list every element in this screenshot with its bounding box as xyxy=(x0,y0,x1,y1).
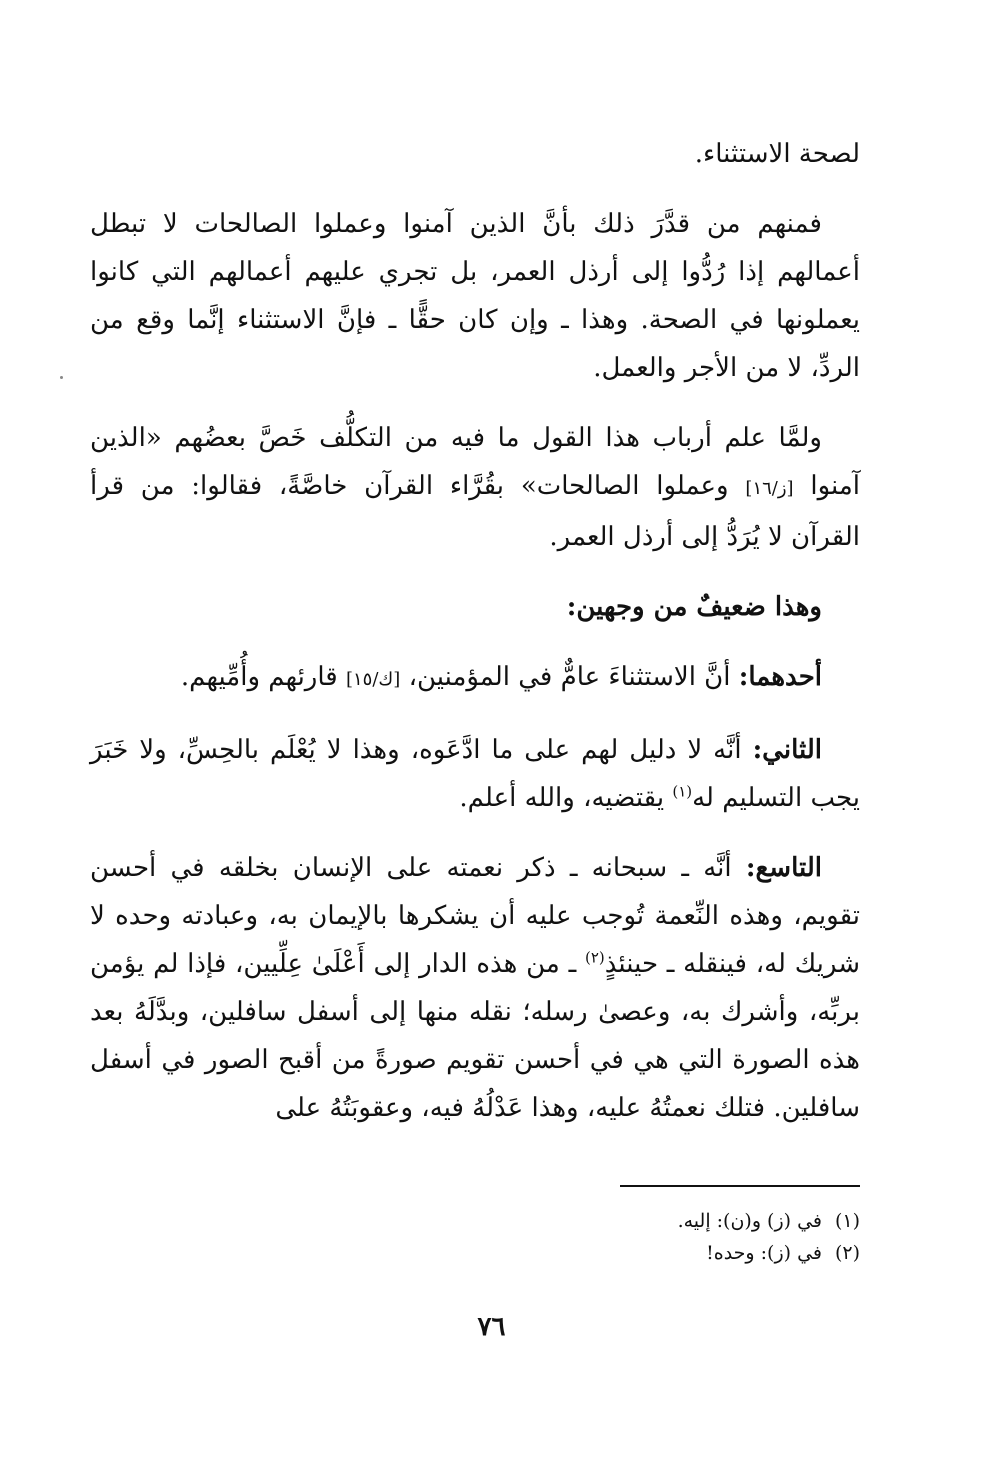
footnote-number: (٢) xyxy=(834,1242,860,1264)
paragraph-qurra-view xyxy=(90,414,860,561)
paragraph-text: ولمَّا علم أرباب هذا القول ما فيه من التكلُّف خَصَّ بعضُهم «الذين آمنوا xyxy=(90,423,861,501)
margin-speck xyxy=(60,376,63,379)
paragraph-text: أنَّه ـ سبحانه ـ ذكر نعمته على الإنسان بخلقه في أحسن تقويم، وهذه النِّعمة تُوجب عليه أن يشكرها بالإيمان به، وعبادته وحده لا شريك له، فينقله ـ حينئذٍ xyxy=(90,853,860,979)
footnote xyxy=(360,1205,860,1237)
footnote xyxy=(360,1237,860,1269)
footnote-number: (١) xyxy=(834,1210,860,1232)
paragraph-first-reason xyxy=(90,653,860,704)
footnote-text: في (ز) و(ن): إليه. xyxy=(677,1210,822,1232)
paragraph-text: وعملوا الصالحات» بقُرَّاء القرآن خاصَّةً، فقالوا: من قرأ القرآن لا يُرَدُّ إلى أرذل العمر. xyxy=(90,471,860,552)
footnote-text: في (ز): وحده! xyxy=(706,1242,822,1264)
paragraph-continuation: لصحة الاستثناء. xyxy=(694,139,860,169)
paragraph-text: قارئهم وأُمِّيهم. xyxy=(180,662,338,692)
manuscript-reference: [ك/١٥] xyxy=(345,669,401,690)
paragraph-text: أنَّه لا دليل لهم على ما ادَّعَوه، وهذا لا يُعْلَم بالحِسِّ، ولا خَبَرَ يجب التسليم له xyxy=(90,735,860,813)
footnotes xyxy=(360,1205,860,1269)
page-body xyxy=(90,130,860,1154)
paragraph-first-view: فمنهم من قدَّرَ ذلك بأنَّ الذين آمنوا وعملوا الصالحات لا تبطل أعمالهم إذا رُدُّوا إلى أرذل العمر، بل تجري عليهم أعمالهم التي كانوا يعملونها في الصحة. وهذا ـ وإن كان حقًّا ـ فإنَّ الاستثناء إنَّما وقع من الردِّ، لا من الأجر والعمل. xyxy=(90,209,860,383)
point-label: التاسع: xyxy=(745,853,823,883)
page-number: ٧٦ xyxy=(477,1312,506,1342)
point-label: أحدهما: xyxy=(738,662,822,692)
paragraph-second-reason xyxy=(90,726,860,822)
paragraph-text: أنَّ الاستثناءَ عامٌّ في المؤمنين، xyxy=(408,662,731,692)
section-heading: وهذا ضعيفٌ من وجهين: xyxy=(566,592,822,622)
footnote-marker: (١) xyxy=(672,782,693,801)
footnote-marker: (٢) xyxy=(584,948,605,967)
paragraph-ninth xyxy=(90,844,860,1132)
point-label: الثاني: xyxy=(752,735,822,765)
paragraph-text: يقتضيه، والله أعلم. xyxy=(459,783,665,813)
manuscript-reference: [ز/١٦] xyxy=(745,478,794,499)
paragraph-text: ـ من هذه الدار إلى أَعْلَىٰ عِلِّيين، فإذا لم يؤمن بربِّه، وأشرك به، وعصىٰ رسله؛ نقله منها إلى أسفل سافلين، وبدَّلَهُ بعد هذه الصورة التي هي في أحسن تقويم صورةً من أقبح الصور في أسفل سافلين. فتلك نعمتُهُ عليه، وهذا عَدْلُهُ فيه، وعقوبَتُهُ على xyxy=(90,949,860,1123)
footnote-divider xyxy=(620,1185,860,1187)
